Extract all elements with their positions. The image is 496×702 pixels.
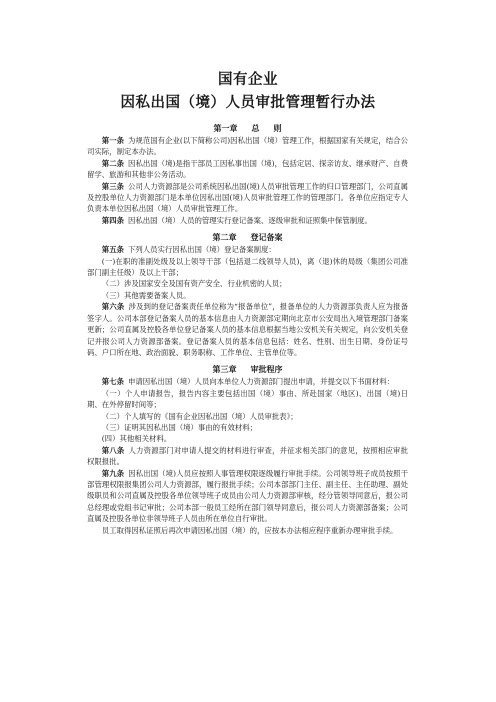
article-text: 人力资源部门对申请人提交的材料进行审查，并征求相关部门的意见，按照相应审批权限报批。 — [87, 445, 408, 467]
article-text: 因私出国（境）人员的管理实行登记备案、逐级审批和证照集中保管制度。 — [127, 215, 372, 225]
list-item — [87, 256, 408, 279]
article-paragraph — [87, 525, 408, 536]
chapter-number: 第二章 — [212, 232, 237, 243]
article-paragraph — [87, 135, 408, 158]
chapter-heading — [87, 362, 408, 376]
article-number: 第四条 — [101, 215, 124, 225]
document-body — [87, 121, 408, 536]
article-paragraph — [87, 158, 408, 181]
article-number: 第三条 — [101, 181, 125, 191]
article-text: 涉及到的登记备案责任单位称为“报备单位”，报备单位的人力资源部负责人应为报备签字人。公司本部登记备案人员的基本信息由人力资源部定期向北京市公安局出入境管理部门备案更新；公司直属及控股各单位登记备案人员的基本信息根据当地公安机关有关规定，向公安机关登记并报公司人力资源部备案。登记备案人员的基本信息包括：姓名、性别、出生日期、身份证号码、户口所在地、政治面貌、职务职称、工作单位、主管单位等。 — [87, 302, 408, 357]
article-text: 因私出国（境)人员应按照人事管理权限逐级履行审批手续。公司领导班子成员按照干部管理权限报集团公司人力资源部，履行报批手续；公司本部部门主任、副主任、主任助理、副处级职员和公司直属及控股各单位领导班子成员由公司人力资源部审核，经分管领导同意后，报公司总经理或党组书记审批；公司本部一般员工经所在部门领导同意后，报公司人力资源部备案；公司直属及控股各单位非领导班子人员由所在单位自行审批。 — [87, 468, 408, 524]
article-text: 公司人力资源部是公司系统因私出国(境)人员审批管理工作的归口管理部门，公司直属及控股单位人力资源部门是本单位因私出国(境)人员审批管理工作的管理部门。各单位应指定专人负责本单位因私出国（境）人员审批管理工作。 — [87, 181, 408, 214]
list-item — [87, 278, 408, 289]
document-title-line1: 国有企业 — [218, 71, 278, 88]
article-text: 下列人员实行因私出国（境）登记备案制度： — [127, 245, 276, 255]
chapter-name: 总 — [251, 123, 260, 133]
article-text: 申请因私出国（境）人员向本单位人力资源部门提出申请，并提交以下书面材料： — [127, 377, 395, 387]
list-item — [87, 290, 408, 301]
chapter-name: 登记备案 — [250, 232, 283, 243]
article-paragraph — [87, 301, 408, 358]
list-item-text: (一)在职的准副处级及以上领导干部（包括退二线领导人员)，离（退)休的局级（集团公司准部门副主任级）及以上干部； — [87, 256, 408, 278]
list-item — [87, 388, 408, 411]
chapter-name: 审批程序 — [250, 364, 283, 375]
article-paragraph — [87, 244, 408, 255]
article-number: 第八条 — [101, 445, 125, 455]
article-paragraph — [87, 376, 408, 387]
article-paragraph — [87, 181, 408, 215]
chapter-name: 则 — [273, 123, 282, 133]
article-number: 第一条 — [101, 136, 125, 145]
article-paragraph — [87, 468, 408, 525]
article-text: 员工取得因私证照后再次申请因私出国（境）的，应按本办法相应程序重新办理审批手续。 — [101, 525, 398, 535]
chapter-number: 第一章 — [213, 123, 238, 133]
list-item — [87, 433, 408, 444]
article-number: 第七条 — [101, 377, 124, 387]
article-number: 第六条 — [101, 302, 125, 312]
article-paragraph — [87, 445, 408, 468]
article-number: 第五条 — [101, 245, 124, 255]
chapter-number: 第三章 — [212, 364, 237, 375]
list-item — [87, 411, 408, 422]
article-number: 第九条 — [101, 468, 125, 478]
article-paragraph — [87, 215, 408, 226]
list-item-text: （一）个人申请报告，报告内容主要包括出国（境）事由、所赴国家（地区)、出国（境)日期、在外停留时间等； — [87, 388, 408, 410]
chapter-heading — [87, 121, 408, 135]
list-item-text: （二）个人填写的《国有企业因私出国（境）人员审批表》； — [101, 411, 298, 421]
article-number: 第二条 — [101, 158, 125, 168]
list-item-text: （三）证明其因私出国（境）事由的有效材料； — [101, 422, 258, 432]
list-item-text: (四）其他相关材料。 — [101, 434, 172, 444]
document-title-line2: 因私出国（境）人员审批管理暂行办法 — [120, 94, 376, 111]
list-item — [87, 422, 408, 433]
list-item-text: （三）其他需要备案人员。 — [101, 290, 191, 300]
article-text: 因私出国（境)是指干部员工因私事出国（境)，包括定居、探亲访友、继承财产、自费留学、旅游和其他非公务活动。 — [87, 158, 408, 180]
chapter-heading — [87, 230, 408, 244]
list-item-text: （二）涉及国家安全及国有资产安全、行业机密的人员； — [101, 279, 287, 289]
article-text: 为规范国有企业(以下简称公司)因私出国（境）管理工作，根据国家有关规定，结合公司实际，制定本办法。 — [87, 136, 408, 157]
